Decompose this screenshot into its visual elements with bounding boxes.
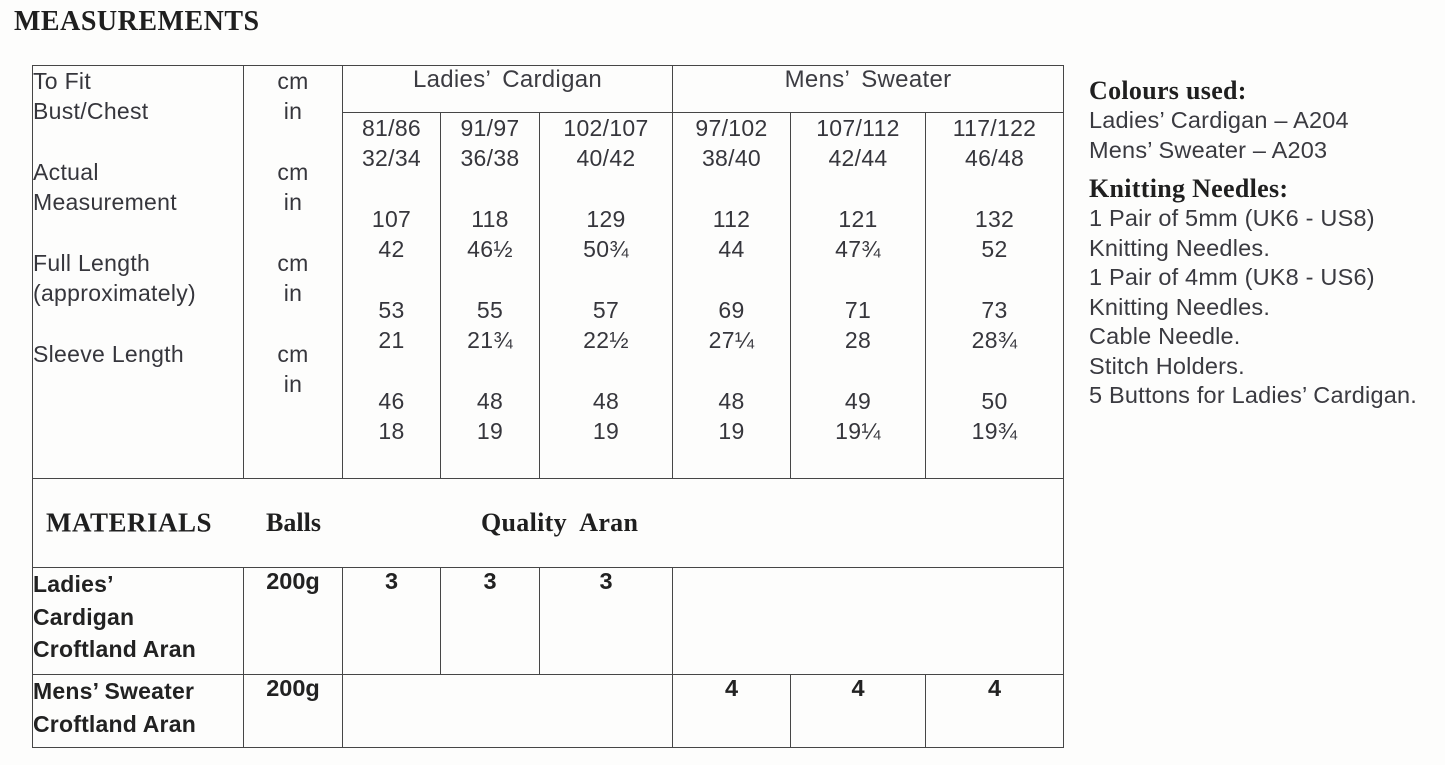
materials-quality-label: Quality Aran: [481, 508, 639, 537]
value-block: [791, 113, 925, 173]
value-in: 46/48: [964, 145, 1025, 171]
value-block: [441, 113, 539, 173]
value-cm: 48: [592, 388, 620, 414]
needles-line: 1 Pair of 5mm (UK6 - US8): [1089, 205, 1375, 231]
value-cm: 121: [838, 206, 878, 232]
value-in: 44: [718, 236, 745, 262]
value-block: [441, 295, 539, 355]
unit-cm: cm: [277, 341, 309, 367]
measure-label-block: [33, 339, 243, 399]
value-block: [441, 204, 539, 264]
units-block: [244, 157, 342, 217]
units-cell: [244, 66, 343, 479]
value-cm: 112: [712, 206, 751, 232]
measure-label: To Fit: [33, 68, 92, 94]
measurements-table: [32, 65, 1064, 748]
value-in: 22½: [583, 327, 629, 353]
unit-cm: cm: [277, 250, 309, 276]
value-in: 19: [718, 418, 745, 444]
value-in: 19¾: [971, 418, 1018, 444]
needles-line: 5 Buttons for Ladies’ Cardigan.: [1089, 382, 1417, 408]
value-in: 32/34: [361, 145, 422, 171]
value-cm: 91/97: [460, 115, 520, 141]
colour-line: Mens’ Sweater – A203: [1089, 136, 1328, 163]
value-cm: 118: [471, 206, 509, 232]
measure-label: Measurement: [33, 189, 177, 215]
value-cm: 69: [718, 297, 745, 323]
value-block: [791, 386, 925, 446]
units-block: [244, 339, 342, 399]
unit-in: in: [283, 189, 303, 215]
size-column-mens-2: [791, 113, 926, 479]
size-column-mens-3: [926, 113, 1064, 479]
measure-label: Bust/Chest: [33, 98, 149, 124]
value-cm: 48: [476, 388, 504, 414]
unit-cm: cm: [277, 159, 309, 185]
yarn-label-line: Ladies’: [33, 571, 114, 597]
colours-used-heading: Colours used:: [1089, 76, 1247, 105]
group-header-mens-sweater: Mens’ Sweater: [673, 66, 1064, 113]
value-cm: 129: [586, 206, 626, 232]
value-block: [343, 295, 440, 355]
value-in: 28: [844, 327, 872, 353]
measure-label: [33, 369, 243, 399]
value-cm: 107: [371, 206, 412, 232]
value-cm: 49: [844, 388, 872, 414]
yarn-label-mens: [33, 675, 244, 748]
value-in: 21¾: [467, 327, 513, 353]
empty-cell: [673, 568, 1064, 675]
measure-label-block: [33, 157, 243, 217]
value-block: [791, 295, 925, 355]
value-block: [673, 113, 790, 173]
empty-cell: [343, 675, 673, 748]
units-block: [244, 248, 342, 308]
unit-in: in: [283, 280, 303, 306]
value-in: 36/38: [460, 145, 520, 171]
yarn-label-line: Croftland Aran: [33, 710, 196, 737]
yarn-label-line: Mens’ Sweater: [33, 678, 195, 704]
balls-count: 4: [926, 675, 1064, 748]
value-cm: 53: [378, 297, 405, 323]
value-in: 18: [378, 418, 405, 444]
value-block: [540, 204, 672, 264]
value-block: [343, 113, 440, 173]
units-block: [244, 66, 342, 126]
value-cm: 48: [718, 388, 745, 414]
value-in: 27¼: [708, 327, 755, 353]
balls-count: 3: [540, 568, 673, 675]
materials-header-cell: [33, 479, 1064, 568]
value-cm: 50: [981, 388, 1008, 414]
value-in: 28¾: [971, 327, 1018, 353]
materials-notes: [1089, 76, 1445, 411]
needles-line: Knitting Needles.: [1089, 234, 1271, 261]
value-block: [791, 204, 925, 264]
value-in: 46½: [467, 236, 513, 262]
value-block: [926, 295, 1063, 355]
colour-line: Ladies’ Cardigan – A204: [1089, 107, 1349, 133]
yarn-label-line: Cardigan: [33, 603, 135, 630]
value-cm: 55: [476, 297, 504, 323]
needles-line: Stitch Holders.: [1089, 352, 1245, 379]
yarn-label-ladies: [33, 568, 244, 675]
unit-cm: cm: [277, 68, 309, 94]
value-block: [343, 204, 440, 264]
size-column-mens-1: [673, 113, 791, 479]
balls-count: 4: [791, 675, 926, 748]
value-in: 19: [476, 418, 504, 444]
size-column-ladies-1: [343, 113, 441, 479]
measure-label-block: [33, 66, 243, 126]
unit-in: in: [283, 371, 303, 397]
measure-label: (approximately): [33, 280, 196, 306]
page-title: MEASUREMENTS: [14, 6, 260, 37]
materials-title: MATERIALS: [46, 507, 213, 538]
needles-line: Knitting Needles.: [1089, 293, 1271, 320]
measure-labels-cell: [33, 66, 244, 479]
balls-count: 3: [343, 568, 441, 675]
value-block: [540, 113, 672, 173]
materials-header-row: [33, 479, 1064, 568]
value-cm: 117/122: [952, 115, 1037, 141]
materials-balls-label: Balls: [266, 508, 321, 537]
size-column-ladies-3: [540, 113, 673, 479]
value-cm: 57: [592, 297, 620, 323]
value-block: [926, 113, 1063, 173]
value-in: 19¼: [835, 418, 881, 444]
value-block: [673, 295, 790, 355]
value-in: 42: [378, 236, 405, 262]
value-block: [441, 386, 539, 446]
value-cm: 102/107: [563, 115, 649, 141]
measure-label: Sleeve Length: [33, 341, 184, 367]
value-block: [540, 295, 672, 355]
value-block: [540, 386, 672, 446]
value-cm: 107/112: [816, 115, 900, 141]
yarn-weight: 200g: [244, 675, 343, 748]
value-cm: 71: [844, 297, 872, 323]
value-in: 50¾: [583, 236, 629, 262]
value-cm: 81/86: [361, 115, 422, 141]
unit-in: in: [283, 98, 303, 124]
knitting-needles-heading: Knitting Needles:: [1089, 174, 1289, 203]
size-column-ladies-2: [441, 113, 540, 479]
value-block: [926, 386, 1063, 446]
table-header-row: [33, 66, 1064, 113]
yarn-row-mens: [33, 675, 1064, 748]
value-in: 47¾: [835, 236, 881, 262]
needles-line: 1 Pair of 4mm (UK8 - US6): [1089, 264, 1375, 290]
needles-line: Cable Needle.: [1089, 323, 1241, 349]
value-block: [343, 386, 440, 446]
value-in: 40/42: [576, 145, 636, 171]
value-in: 38/40: [701, 145, 762, 171]
measure-label-block: [33, 248, 243, 308]
value-cm: 97/102: [695, 115, 768, 141]
value-cm: 132: [974, 206, 1015, 232]
value-block: [926, 204, 1063, 264]
value-in: 21: [378, 327, 405, 353]
value-in: 19: [592, 418, 620, 444]
yarn-weight: 200g: [244, 568, 343, 675]
balls-count: 4: [673, 675, 791, 748]
value-in: 42/44: [828, 145, 888, 171]
yarn-row-ladies: [33, 568, 1064, 675]
balls-count: 3: [441, 568, 540, 675]
value-cm: 46: [378, 388, 405, 414]
group-header-ladies-cardigan: Ladies’ Cardigan: [343, 66, 673, 113]
value-block: [673, 386, 790, 446]
value-in: 52: [981, 236, 1008, 262]
measure-label: Full Length: [33, 250, 151, 276]
measure-label: Actual: [33, 159, 99, 185]
value-cm: 73: [981, 297, 1008, 323]
yarn-label-line: Croftland Aran: [33, 636, 196, 662]
value-block: [673, 204, 790, 264]
